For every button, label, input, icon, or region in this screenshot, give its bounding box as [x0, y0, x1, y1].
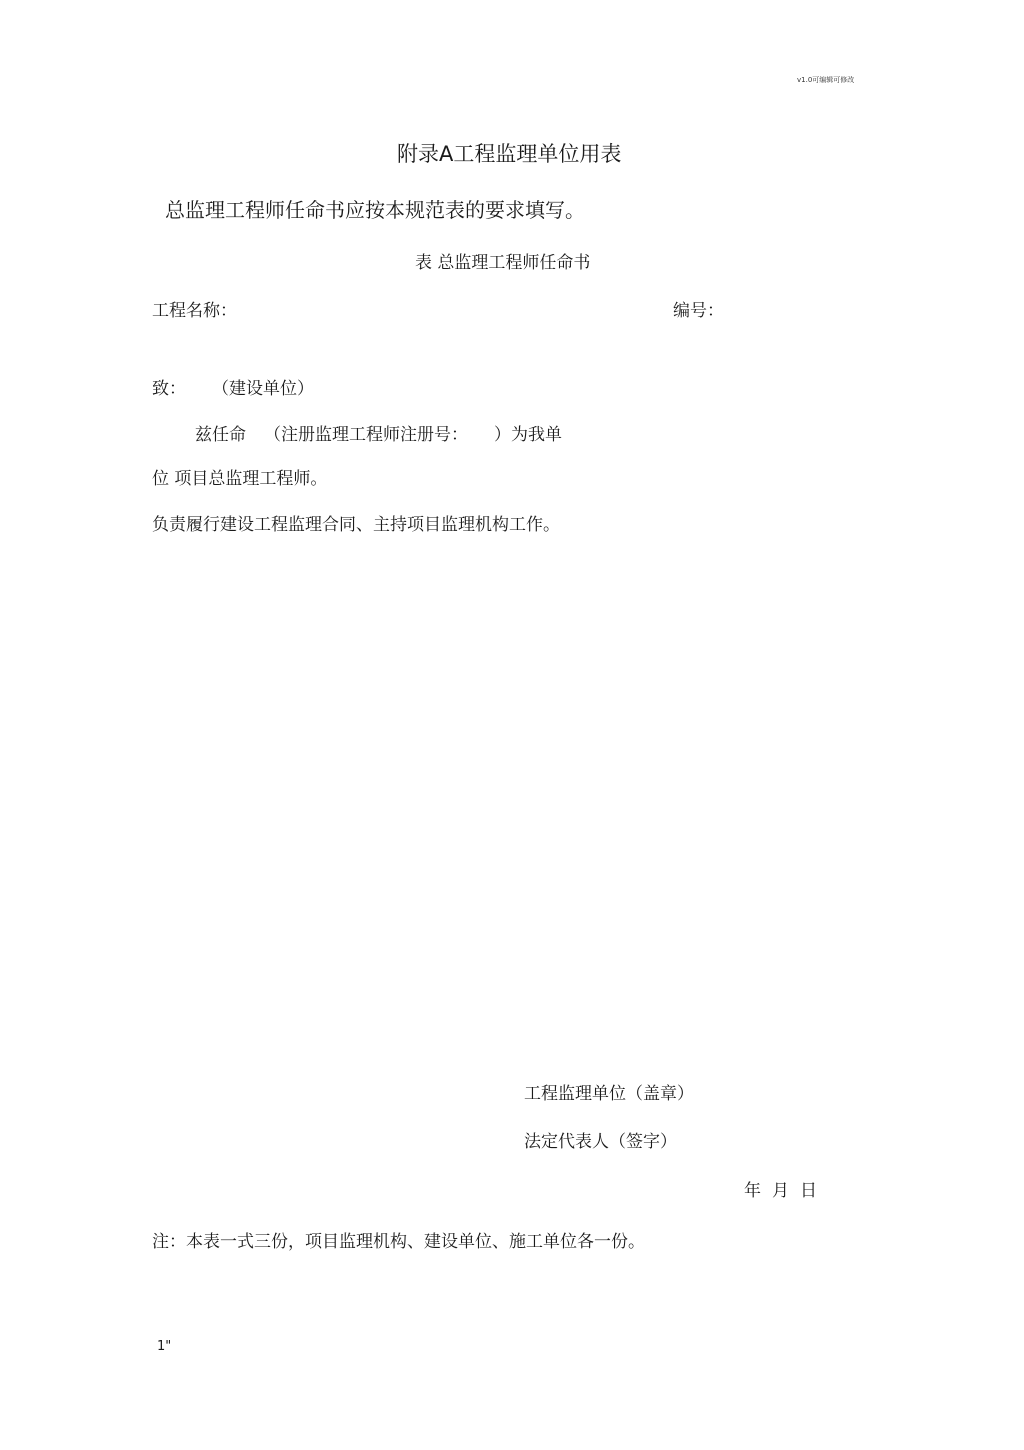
duty-line: 负责履行建设工程监理合同、主持项目监理机构工作。: [152, 515, 560, 535]
date-month: 月: [772, 1181, 789, 1201]
to-value: （建设单位）: [212, 379, 314, 399]
form-subtitle: 表 总监理工程师任命书: [415, 253, 591, 273]
appoint-text-2: （注册监理工程师注册号：: [264, 425, 468, 445]
appointment-line: [195, 420, 562, 445]
date-day: 日: [800, 1181, 817, 1201]
to-label: 致：: [152, 379, 186, 399]
representative-label: 法定代表人（签字）: [524, 1132, 677, 1152]
date-line: [744, 1176, 828, 1201]
page-number: 1": [157, 1339, 172, 1354]
number-label: 编号：: [673, 301, 724, 321]
document-title: 附录A工程监理单位用表: [397, 142, 622, 166]
intro-text: 总监理工程师任命书应按本规范表的要求填写。: [165, 198, 585, 222]
appoint-text-1: 兹任命: [195, 425, 246, 445]
unit-line: 位 项目总监理工程师。: [152, 469, 328, 489]
version-note: v1.0可编辑可修改: [797, 76, 855, 84]
date-year: 年: [744, 1181, 761, 1201]
seal-label: 工程监理单位（盖章）: [524, 1084, 694, 1104]
footer-note: 注：本表一式三份，项目监理机构、建设单位、施工单位各一份。: [152, 1232, 645, 1252]
project-name-label: 工程名称：: [152, 301, 237, 321]
appoint-text-3: ）为我单: [494, 425, 562, 445]
addressee-line: [152, 374, 314, 399]
